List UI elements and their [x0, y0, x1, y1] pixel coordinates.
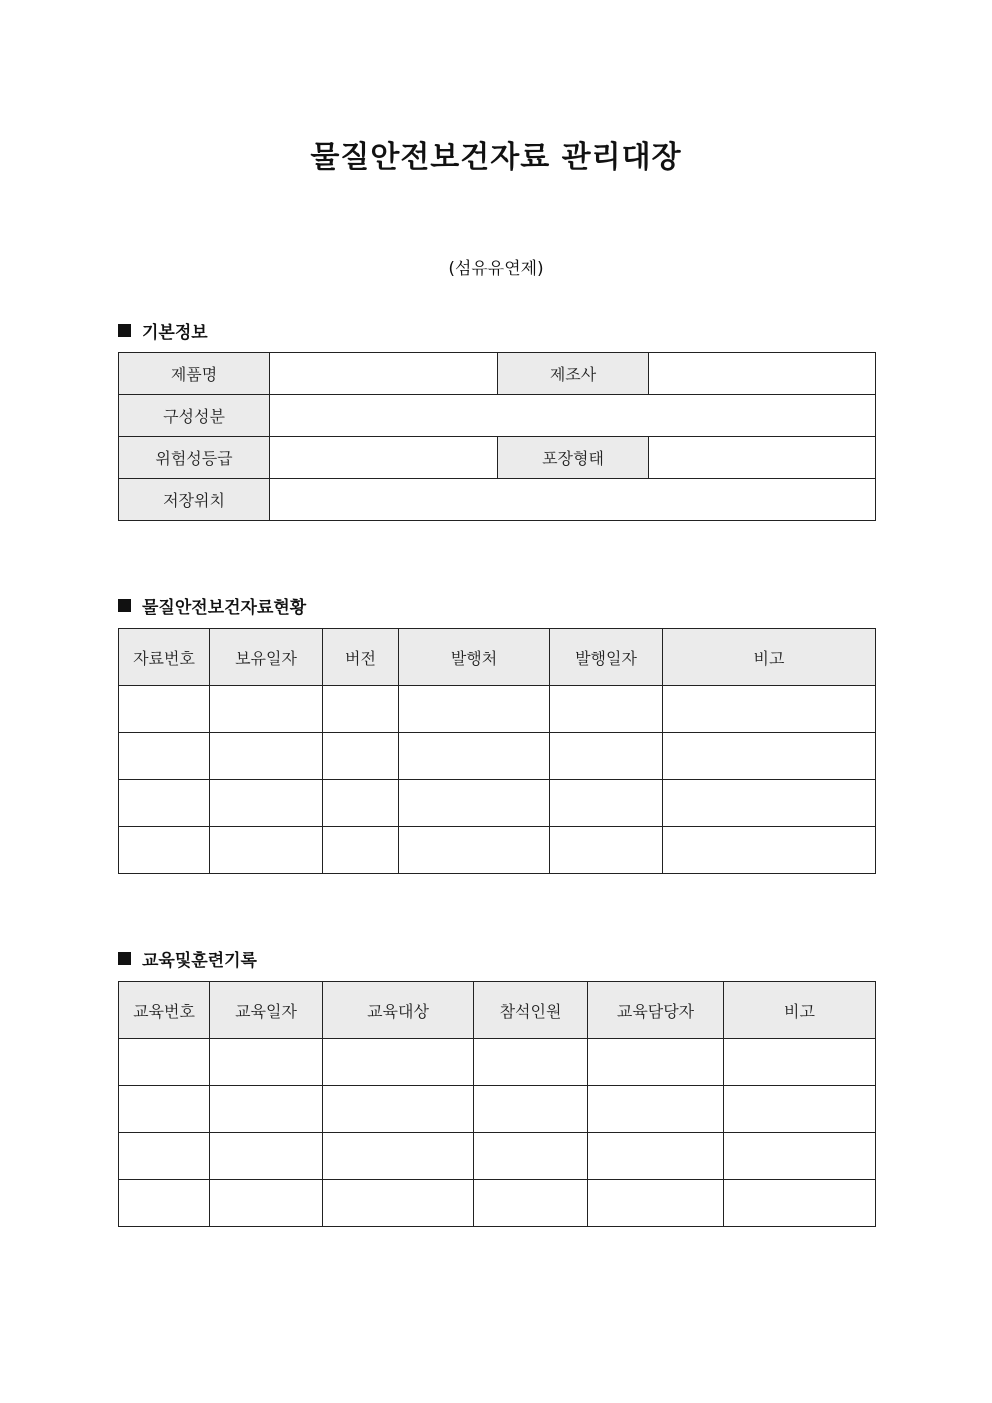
section-heading-label: 기본정보: [142, 323, 208, 343]
column-header: 버전: [323, 629, 399, 686]
column-header: 자료번호: [119, 629, 210, 686]
table-cell[interactable]: [399, 827, 550, 874]
square-bullet-icon: [118, 324, 131, 337]
table-cell[interactable]: [399, 686, 550, 733]
label-packaging: 포장형태: [498, 437, 649, 479]
table-cell[interactable]: [550, 686, 663, 733]
table-cell[interactable]: [119, 733, 210, 780]
table-cell[interactable]: [119, 686, 210, 733]
packaging-field[interactable]: [649, 437, 876, 479]
table-cell[interactable]: [588, 1133, 724, 1180]
table-row: [119, 733, 876, 780]
table-cell[interactable]: [323, 780, 399, 827]
table-row: [119, 686, 876, 733]
square-bullet-icon: [118, 952, 131, 965]
table-cell[interactable]: [119, 827, 210, 874]
label-hazard-grade: 위험성등급: [119, 437, 270, 479]
table-cell[interactable]: [550, 733, 663, 780]
table-cell[interactable]: [588, 1180, 724, 1227]
table-cell[interactable]: [588, 1039, 724, 1086]
section-heading-label: 교육및훈련기록: [142, 951, 257, 971]
table-row: [119, 353, 876, 395]
table-row: [119, 780, 876, 827]
column-header: 비고: [724, 982, 876, 1039]
section-heading-basic: [118, 318, 208, 343]
table-cell[interactable]: [663, 733, 876, 780]
table-row: [119, 1180, 876, 1227]
table-cell[interactable]: [323, 733, 399, 780]
square-bullet-icon: [118, 599, 131, 612]
table-row: [119, 827, 876, 874]
table-cell[interactable]: [474, 1086, 588, 1133]
table-cell[interactable]: [399, 733, 550, 780]
column-header: 교육번호: [119, 982, 210, 1039]
table-header-row: [119, 982, 876, 1039]
column-header: 보유일자: [210, 629, 323, 686]
table-cell[interactable]: [550, 827, 663, 874]
table-row: [119, 1039, 876, 1086]
section-heading-label: 물질안전보건자료현황: [142, 598, 307, 618]
table-cell[interactable]: [724, 1133, 876, 1180]
table-cell[interactable]: [210, 1180, 323, 1227]
table-cell[interactable]: [119, 780, 210, 827]
section-heading-msds: [118, 593, 306, 618]
table-cell[interactable]: [323, 1086, 474, 1133]
table-cell[interactable]: [724, 1039, 876, 1086]
label-storage: 저장위치: [119, 479, 270, 521]
table-row: [119, 1086, 876, 1133]
table-header-row: [119, 629, 876, 686]
composition-field[interactable]: [270, 395, 876, 437]
manufacturer-field[interactable]: [649, 353, 876, 395]
section-heading-education: [118, 946, 257, 971]
product-name-field[interactable]: [270, 353, 498, 395]
label-product-name: 제품명: [119, 353, 270, 395]
column-header: 발행처: [399, 629, 550, 686]
table-cell[interactable]: [210, 733, 323, 780]
table-cell[interactable]: [210, 1039, 323, 1086]
table-cell[interactable]: [474, 1180, 588, 1227]
table-cell[interactable]: [210, 686, 323, 733]
table-cell[interactable]: [210, 1133, 323, 1180]
page-subtitle: (섬유유연제): [448, 259, 544, 279]
column-header: 교육대상: [323, 982, 474, 1039]
table-cell[interactable]: [323, 686, 399, 733]
table-cell[interactable]: [210, 827, 323, 874]
table-cell[interactable]: [399, 780, 550, 827]
table-cell[interactable]: [119, 1039, 210, 1086]
table-cell[interactable]: [210, 780, 323, 827]
table-cell[interactable]: [119, 1133, 210, 1180]
table-cell[interactable]: [119, 1086, 210, 1133]
table-cell[interactable]: [323, 1133, 474, 1180]
table-cell[interactable]: [724, 1180, 876, 1227]
column-header: 비고: [663, 629, 876, 686]
basic-info-table: [118, 352, 876, 521]
column-header: 교육담당자: [588, 982, 724, 1039]
table-cell[interactable]: [588, 1086, 724, 1133]
table-cell[interactable]: [663, 780, 876, 827]
table-cell[interactable]: [210, 1086, 323, 1133]
label-composition: 구성성분: [119, 395, 270, 437]
hazard-grade-field[interactable]: [270, 437, 498, 479]
table-cell[interactable]: [663, 827, 876, 874]
table-cell[interactable]: [119, 1180, 210, 1227]
table-cell[interactable]: [323, 1039, 474, 1086]
table-row: [119, 437, 876, 479]
column-header: 참석인원: [474, 982, 588, 1039]
table-cell[interactable]: [724, 1086, 876, 1133]
table-cell[interactable]: [474, 1133, 588, 1180]
column-header: 교육일자: [210, 982, 323, 1039]
table-cell[interactable]: [474, 1039, 588, 1086]
table-cell[interactable]: [323, 1180, 474, 1227]
table-cell[interactable]: [323, 827, 399, 874]
table-row: [119, 479, 876, 521]
label-manufacturer: 제조사: [498, 353, 649, 395]
table-cell[interactable]: [663, 686, 876, 733]
education-record-table: [118, 981, 876, 1227]
table-row: [119, 395, 876, 437]
msds-status-table: [118, 628, 876, 874]
table-row: [119, 1133, 876, 1180]
storage-field[interactable]: [270, 479, 876, 521]
page-title: 물질안전보건자료 관리대장: [310, 140, 682, 175]
table-cell[interactable]: [550, 780, 663, 827]
column-header: 발행일자: [550, 629, 663, 686]
